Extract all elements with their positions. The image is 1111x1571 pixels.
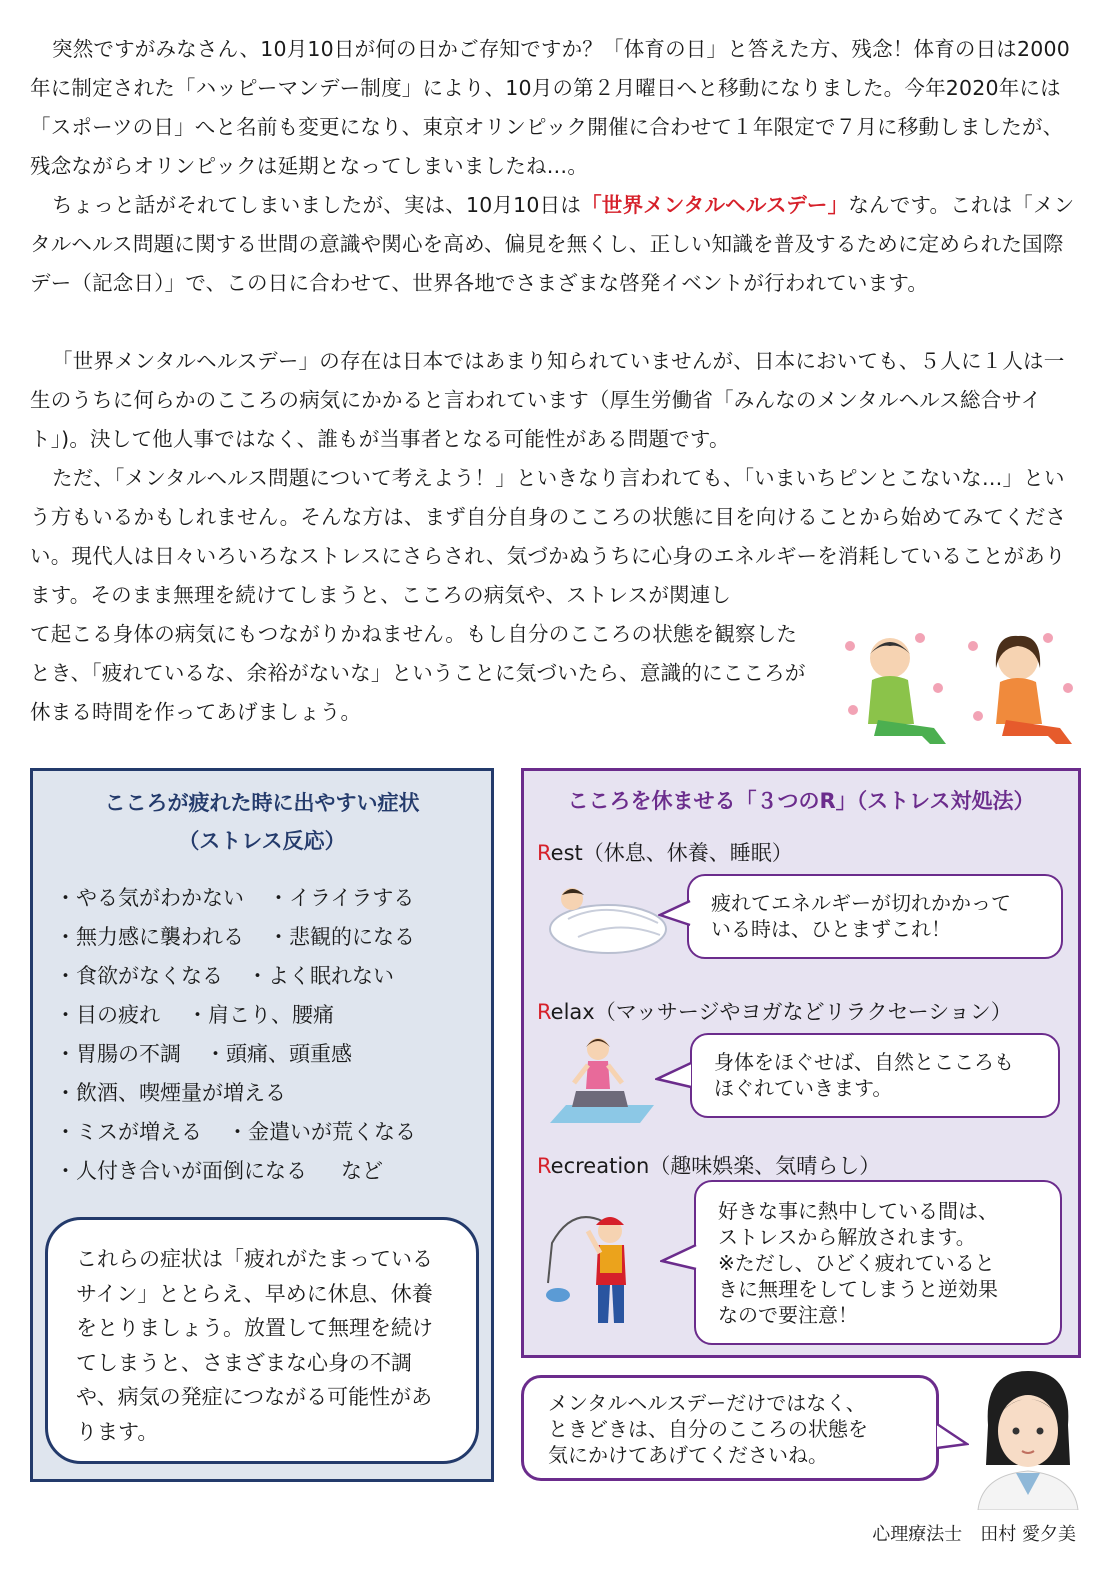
symptom-item: ・よく眠れない	[247, 964, 394, 988]
closing-line: メンタルヘルスデーだけではなく、	[548, 1391, 866, 1415]
sleeping-person-illustration	[538, 879, 668, 959]
rest-word: est	[550, 841, 583, 865]
symptom-row	[55, 996, 416, 1035]
intro-paragraph-4-text: ただ、「メンタルヘルス問題について考えよう！」といきなり言われても、「いまいちピンとこないな…」という方もいるかもしれません。そんな方は、まず自分自身のこころの状態に目を向けることから始めてみてください。現代人は日々いろいろなストレスにさらされ、気づかぬうちに心身のエネルギーを消耗していることがあります。そのまま無理を続けてしまうと、こころの病気や、ストレスが関連し	[30, 466, 1067, 607]
symptom-item: ・肩こり、腰痛	[187, 1003, 334, 1027]
three-r-box	[521, 768, 1081, 1358]
three-r-title: こころを休ませる「３つのR」（ストレス対処法）	[567, 789, 1035, 813]
symptom-item: ・ミスが増える	[55, 1120, 202, 1144]
symptom-row	[55, 918, 416, 957]
symptom-item: ・イライラする	[268, 886, 415, 910]
symptom-item: ・無力感に襲われる	[55, 925, 244, 949]
recreation-bubble-line: なので要注意！	[718, 1303, 858, 1327]
symptom-row	[55, 1035, 416, 1074]
rest-bubble-line: いる時は、ひとまずこれ！	[711, 917, 951, 941]
resting-people-illustration	[838, 628, 1083, 750]
note-line: てしまうと、さまざまな心身の不調	[76, 1350, 412, 1375]
closing-bubble	[521, 1375, 939, 1481]
recreation-bubble	[694, 1180, 1062, 1345]
highlight-mental-health-day: 「世界メンタルヘルスデー」	[581, 193, 849, 217]
relax-heading	[537, 996, 1012, 1026]
rest-heading	[537, 837, 793, 867]
intro-paragraph-2-text-a: ちょっと話がそれてしまいましたが、実は、10月10日は	[52, 193, 582, 217]
symptom-row	[55, 957, 416, 996]
symptom-item: ・飲酒、喫煙量が増える	[55, 1081, 286, 1105]
symptom-item: ・人付き合いが面倒になる	[55, 1159, 307, 1183]
symptoms-title-line-2: （ストレス反応）	[178, 829, 346, 853]
intro-paragraph-4-continued	[30, 615, 815, 732]
symptom-item: ・悲観的になる	[268, 925, 415, 949]
signature: 心理療法士 田村 愛夕美	[872, 1524, 1076, 1545]
relax-initial: R	[537, 1000, 551, 1024]
note-line: サイン」ととらえ、早めに休息、休養	[76, 1281, 433, 1306]
intro-paragraph-4-continued-text: て起こる身体の病気にもつながりかねません。もし自分のこころの状態を観察したとき、「疲れているな、余裕がないな」ということに気づいたら、意識的にこころが休まる時間を作ってあげましょう。	[30, 622, 806, 724]
rest-bubble-tail	[658, 899, 692, 929]
recreation-initial: R	[537, 1154, 551, 1178]
recreation-word: ecreation	[550, 1154, 650, 1178]
note-line: をとりましょう。放置して無理を続け	[76, 1316, 433, 1340]
counselor-portrait	[958, 1365, 1098, 1510]
symptoms-note-box	[45, 1217, 479, 1464]
symptom-item: ・食欲がなくなる	[55, 964, 223, 988]
note-line: ります。	[76, 1419, 159, 1444]
relax-detail: （マッサージやヨガなどリラクセーション）	[594, 1000, 1012, 1024]
rest-initial: R	[537, 841, 551, 865]
intro-paragraph-3-text: 「世界メンタルヘルスデー」の存在は日本ではあまり知られていませんが、日本においても、５人に１人は一生のうちに何らかのこころの病気にかかると言われています（厚生労働省「みんなのメンタルヘルス総合サイト」)。決して他人事ではなく、誰もが当事者となる可能性がある問題です。	[30, 349, 1065, 451]
symptom-row	[55, 1152, 416, 1191]
rest-bubble	[687, 874, 1063, 959]
relax-bubble	[690, 1033, 1060, 1118]
symptom-item: など	[341, 1159, 383, 1183]
symptom-item: ・胃腸の不調	[55, 1042, 181, 1066]
yoga-person-illustration	[546, 1031, 656, 1125]
fishing-person-illustration	[542, 1203, 662, 1331]
symptom-item: ・金遣いが荒くなる	[227, 1120, 416, 1144]
intro-paragraph-1-text: 突然ですがみなさん、10月10日が何の日かご存知ですか？「体育の日」と答えた方、残念！体育の日は2000年に制定された「ハッピーマンデー制度」により、10月の第２月曜日へと移動になりました。今年2020年には「スポーツの日」へと名前も変更になり、東京オリンピック開催に合わせて１年限定で７月に移動しましたが、残念ながらオリンピックは延期となってしまいましたね…。	[30, 37, 1070, 178]
intro-paragraph-1	[30, 30, 1082, 186]
symptoms-list	[55, 879, 416, 1191]
recreation-detail: （趣味娯楽、気晴らし）	[649, 1154, 881, 1178]
note-line: や、病気の発症につながる可能性があ	[76, 1385, 433, 1409]
recreation-heading	[537, 1150, 880, 1180]
note-line: これらの症状は「疲れがたまっている	[76, 1247, 433, 1271]
relax-word: elax	[550, 1000, 595, 1024]
symptom-row	[55, 879, 416, 918]
rest-bubble-line: 疲れてエネルギーが切れかかって	[711, 891, 1011, 915]
relax-bubble-line: ほぐれていきます。	[714, 1076, 893, 1100]
recreation-bubble-line: 好きな事に熱中している間は、	[718, 1199, 998, 1223]
symptom-item: ・頭痛、頭重感	[205, 1042, 352, 1066]
intro-paragraph-2	[30, 186, 1082, 303]
recreation-bubble-line: きに無理をしてしまうと逆効果	[718, 1277, 998, 1301]
recreation-bubble-line: ストレスから解放されます。	[718, 1225, 976, 1249]
rest-detail: （休息、休養、睡眠）	[582, 841, 793, 865]
relax-bubble-line: 身体をほぐせば、自然とこころも	[714, 1050, 1014, 1074]
closing-line: ときどきは、自分のこころの状態を	[548, 1417, 868, 1441]
symptom-row	[55, 1074, 416, 1113]
intro-paragraph-2-text-b: なんです。これは「メンタルヘルス問題に関する世間の意識や関心を高め、偏見を無くし、正しい知識を普及するために定められた国際デー（記念日）」で、この日に合わせて、世界各地でさまざまな啓発イベントが行われています。	[30, 193, 1075, 295]
symptom-item: ・目の疲れ	[55, 1003, 160, 1027]
intro-paragraph-4	[30, 459, 1082, 615]
recreation-bubble-tail	[660, 1243, 698, 1273]
symptom-row	[55, 1113, 416, 1152]
closing-line: 気にかけてあげてくださいね。	[548, 1443, 828, 1467]
stress-symptoms-box	[30, 768, 494, 1482]
relax-bubble-tail	[655, 1061, 693, 1091]
recreation-bubble-line: ※ただし、ひどく疲れていると	[718, 1251, 995, 1275]
symptom-item: ・やる気がわかない	[55, 886, 244, 910]
symptoms-title-line-1: こころが疲れた時に出やすい症状	[104, 791, 420, 815]
intro-paragraph-3	[30, 342, 1082, 459]
